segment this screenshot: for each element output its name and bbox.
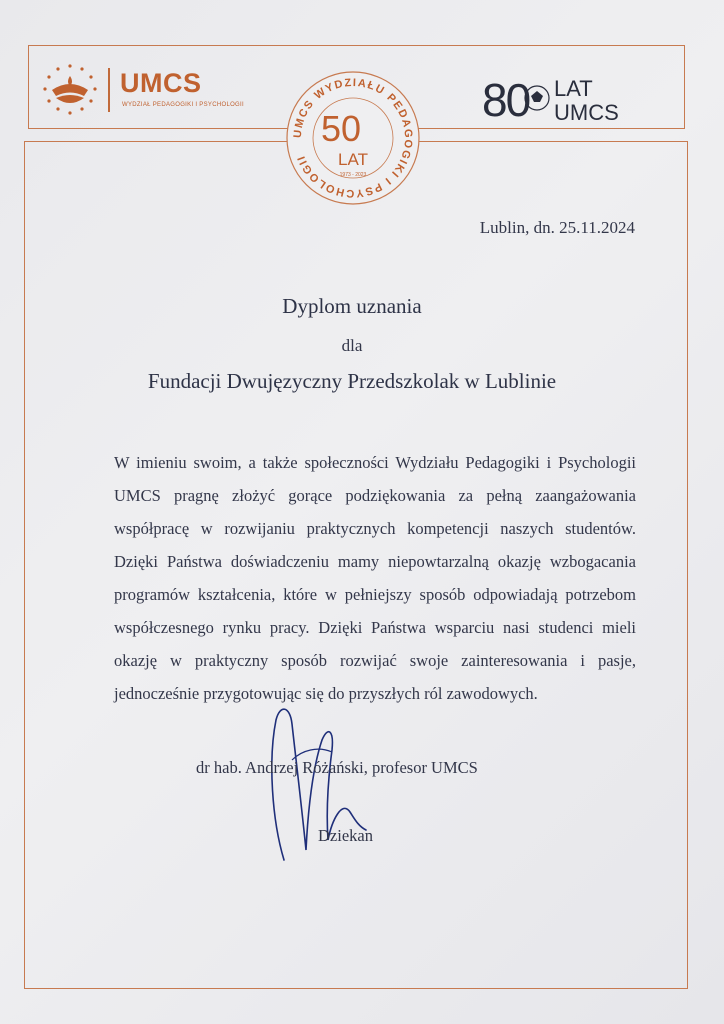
badge-years: 1973 - 2023 xyxy=(339,172,367,178)
badge-ring-text: UMCS WYDZIAŁU PEDAGOGIKI I PSYCHOLOGII xyxy=(291,76,415,200)
anniversary-lat: LAT xyxy=(554,76,593,101)
document-title: Dyplom uznania xyxy=(282,294,422,318)
umcs-faculty-logo xyxy=(40,62,244,118)
umcs-emblem-icon xyxy=(40,62,100,118)
signatory-name: dr hab. Andrzej Różański, profesor UMCS xyxy=(196,758,478,777)
handwritten-signature xyxy=(262,700,382,875)
document-body xyxy=(114,446,636,710)
umcs-logo-subtitle: WYDZIAŁ PEDAGOGIKI I PSYCHOLOGII xyxy=(122,102,244,108)
eighty-years-logo xyxy=(482,70,642,126)
anniversary-number: 80 xyxy=(482,74,530,126)
badge-number: 50 xyxy=(320,108,362,149)
badge-lat: LAT xyxy=(338,150,368,169)
document-date: Lublin, dn. 25.11.2024 xyxy=(479,218,635,237)
document-for: dla xyxy=(341,336,363,355)
fifty-years-badge xyxy=(283,68,423,208)
logo-divider xyxy=(108,68,110,112)
document-recipient: Fundacji Dwujęzyczny Przedszkolak w Lublinie xyxy=(147,369,557,393)
anniversary-umcs: UMCS xyxy=(554,100,619,125)
body-paragraph: W imieniu swoim, a także społeczności Wydziału Pedagogiki i Psychologii UMCS pragnę złożyć gorące podziękowania za pełną zaangażowania współpracę w rozwijaniu praktycznych kompetencji naszych studentów. Dzięki Państwa doświadczeniu mamy niepowtarzalną okazję wzbogacania programów kształcenia, które w pełniejszy sposób odpowiadają potrzebom współczesnego rynku pracy. Dzięki Państwa wsparciu nasi studenci mieli okazję w praktyczny sposób rozwijać swoje zainteresowania i pasje, jednocześnie przygotowując się do przyszłych ról zawodowych. xyxy=(114,453,636,703)
umcs-logo-name: UMCS xyxy=(120,68,202,98)
signatory-role: Dziekan xyxy=(318,826,373,845)
